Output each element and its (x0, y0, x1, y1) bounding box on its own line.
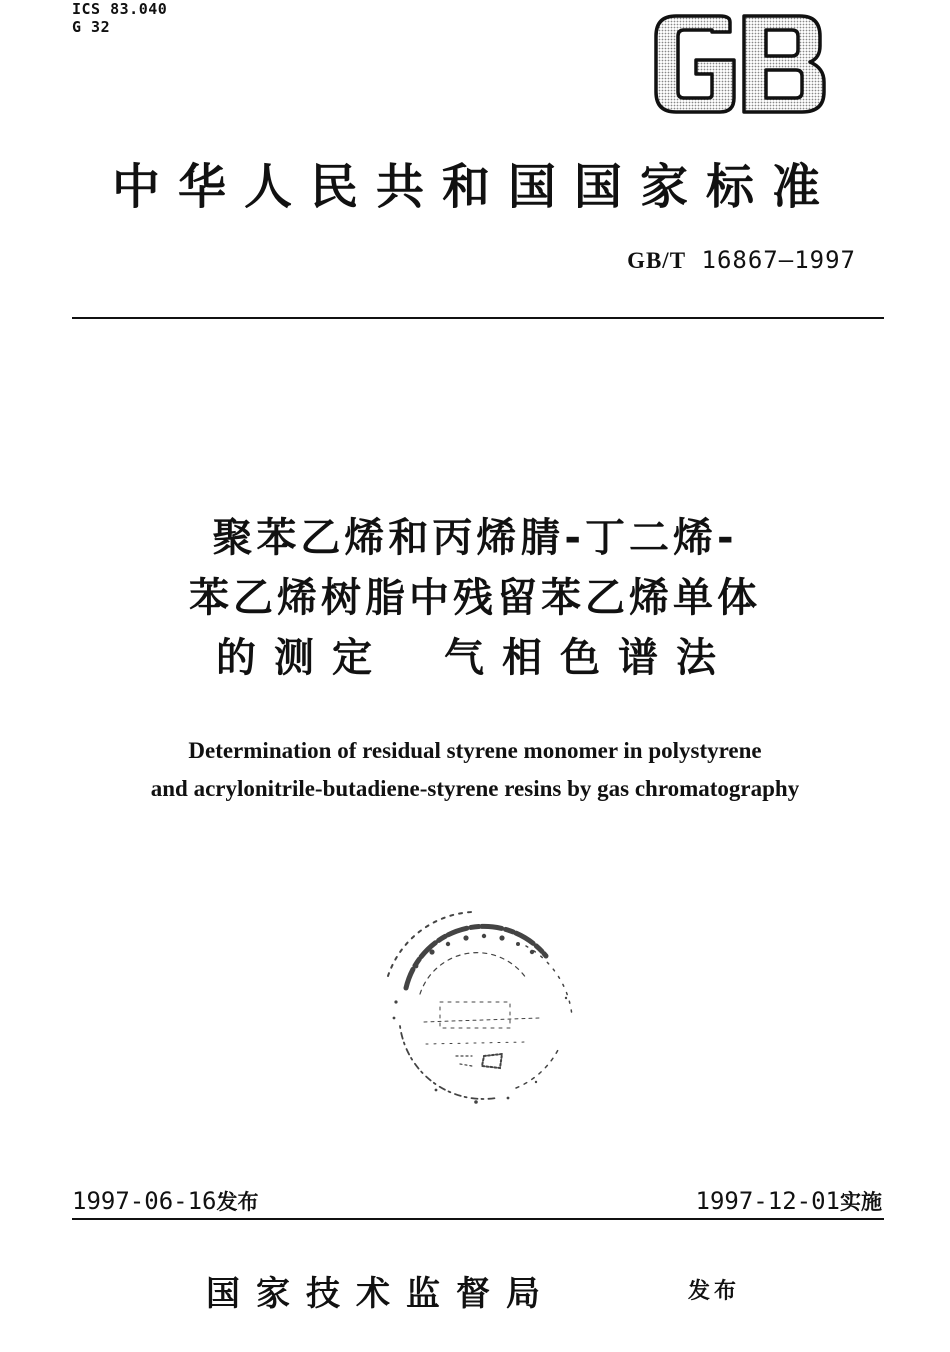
english-title-line-1: Determination of residual styrene monomer in polystyrene (188, 738, 762, 763)
chinese-title-line-3 (0, 628, 950, 688)
chinese-title (0, 508, 950, 688)
chinese-title-line-1: 聚苯乙烯和丙烯腈-丁二烯- (212, 515, 738, 561)
chinese-title-line-2: 苯乙烯树脂中残留苯乙烯单体 (189, 575, 761, 621)
library-seal-stamp (376, 906, 582, 1112)
implementation-date-value: 1997-12-01 (695, 1187, 840, 1215)
implementation-date (696, 1186, 883, 1216)
standard-number-value: 16867—1997 (701, 246, 856, 274)
national-standard-title: 中华人民共和国国家标准 (111, 159, 838, 215)
top-divider (72, 317, 884, 319)
bottom-divider (72, 1218, 884, 1220)
standard-number-prefix: GB/T (627, 248, 687, 273)
implementation-date-suffix: 实施 (840, 1190, 882, 1214)
issue-date-suffix: 发布 (216, 1190, 259, 1214)
issuing-authority: 国家技术监督局 (206, 1274, 556, 1314)
english-title-line-2: and acrylonitrile-butadiene-styrene resins by gas chromatography (150, 776, 800, 801)
standard-number (627, 246, 856, 274)
issue-date-value: 1997-06-16 (72, 1187, 217, 1215)
issue-date (72, 1186, 259, 1216)
chinese-title-line-3-part-2: 气相色谱法 (444, 635, 734, 681)
ccs-code: G 32 (72, 18, 111, 36)
issuer-action: 发布 (688, 1279, 741, 1304)
english-title (0, 732, 950, 808)
gb-logo (652, 14, 828, 114)
ics-code: ICS 83.040 (72, 0, 168, 18)
chinese-title-line-3-part-1: 的测定 (216, 635, 390, 681)
classification-codes (72, 0, 167, 36)
